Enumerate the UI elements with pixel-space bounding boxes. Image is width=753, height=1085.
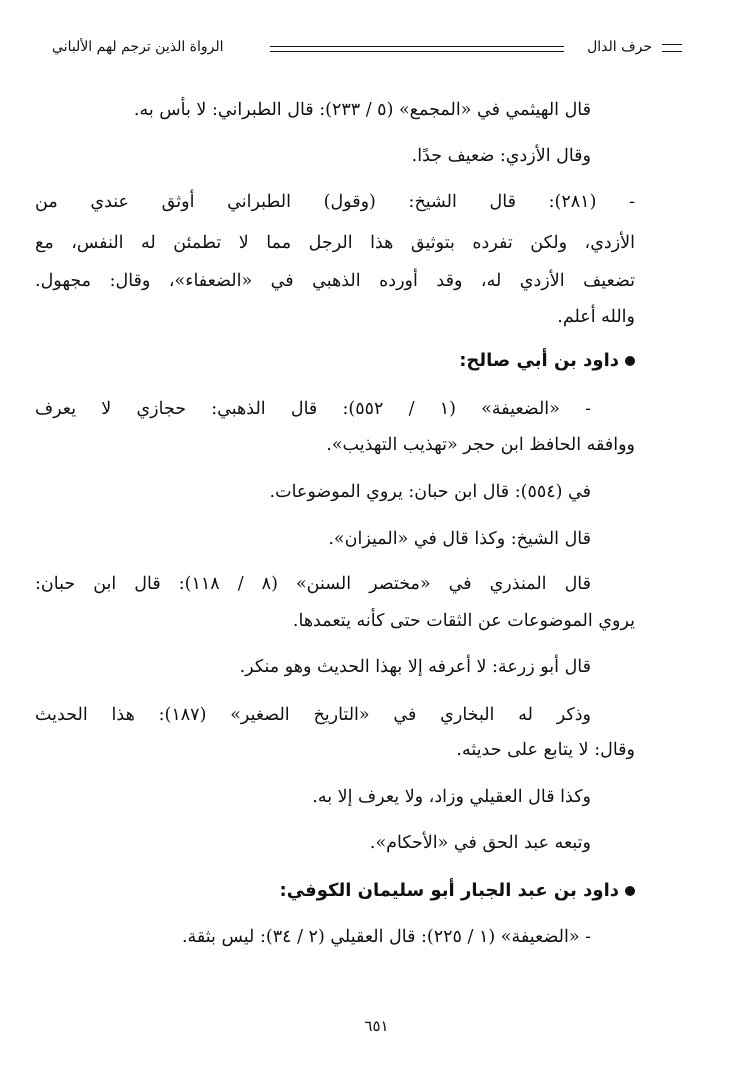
header-rule: [270, 46, 564, 52]
entry-heading: [459, 350, 635, 371]
text-line: في (٥٥٤): قال ابن حبان: يروي الموضوعات.: [269, 482, 591, 502]
text-line: يروي الموضوعات عن الثقات حتى كأنه يتعمدها.: [292, 611, 635, 631]
text-line: تضعيف الأزدي له، وقد أورده الذهبي في «الضعفاء»، وقال: مجهول.: [35, 271, 635, 291]
text-line: قال أبو زرعة: لا أعرفه إلا بهذا الحديث وهو منكر.: [239, 657, 591, 677]
text-line: - «الضعيفة» (١ / ٢٢٥): قال العقيلي (٢ / ٣٤): ليس بثقة.: [181, 927, 591, 947]
text-line: وتبعه عبد الحق في «الأحكام».: [369, 833, 591, 853]
text-line: قال الهيثمي في «المجمع» (٥ / ٢٣٣): قال الطبراني: لا بأس به.: [133, 100, 591, 120]
text-line: وكذا قال العقيلي وزاد، ولا يعرف إلا به.: [312, 787, 591, 807]
header-book-title: الرواة الذين ترجم لهم الألباني: [52, 39, 224, 55]
text-line: - (٢٨١): قال الشيخ: (وقول) الطبراني أوثق عندي من: [35, 192, 635, 212]
header-ornament: [662, 44, 682, 52]
text-line: قال الشيخ: وكذا قال في «الميزان».: [328, 529, 591, 549]
running-header: [52, 40, 682, 62]
text-line: وقال: لا يتابع على حديثه.: [456, 740, 635, 760]
header-section-title: حرف الدال: [587, 39, 652, 55]
text-line: ووافقه الحافظ ابن حجر «تهذيب التهذيب».: [326, 435, 635, 455]
text-line: والله أعلم.: [557, 307, 635, 327]
entry-heading: [280, 880, 635, 901]
entry-heading-text: داود بن أبي صالح:: [459, 350, 619, 371]
bullet-icon: [625, 886, 635, 896]
text-line: وذكر له البخاري في «التاريخ الصغير» (١٨٧): هذا الحديث: [35, 705, 591, 725]
text-line: الأزدي، ولكن تفرده بتوثيق هذا الرجل مما لا تطمئن له النفس، مع: [35, 233, 635, 253]
page-number: ٦٥١: [364, 1017, 389, 1035]
text-line: وقال الأزدي: ضعيف جدًا.: [411, 146, 591, 166]
entry-heading-text: داود بن عبد الجبار أبو سليمان الكوفي:: [279, 880, 619, 901]
bullet-icon: [625, 356, 635, 366]
text-line: قال المنذري في «مختصر السنن» (٨ / ١١٨): قال ابن حبان:: [35, 574, 591, 594]
text-line: - «الضعيفة» (١ / ٥٥٢): قال الذهبي: حجازي لا يعرف: [35, 399, 591, 419]
